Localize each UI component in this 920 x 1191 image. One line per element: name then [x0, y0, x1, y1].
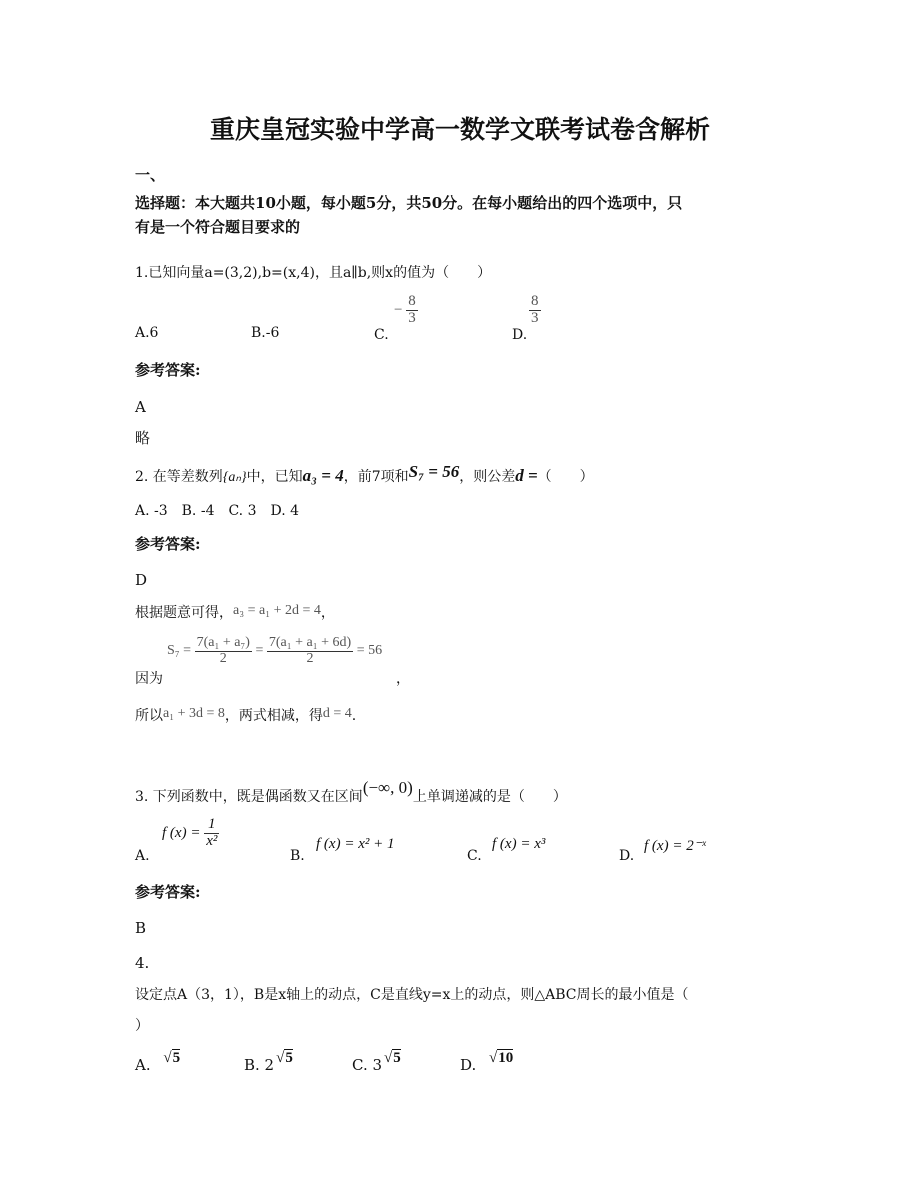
q4-stem-line2: ）	[135, 1018, 149, 1034]
q3-option-a-math	[162, 817, 219, 850]
q4-option-d	[460, 1050, 514, 1075]
q4-option-b-sqrt: √5	[276, 1050, 293, 1066]
q2-sequence: {aₙ}	[222, 470, 247, 485]
q3-answer-heading: 参考答案:	[135, 883, 201, 901]
q2-ask-d: d =	[515, 466, 538, 485]
q1-option-d-fraction	[529, 294, 541, 327]
q1-answer: A	[135, 398, 146, 416]
q3-stem	[135, 778, 567, 806]
q2-solution-line3	[135, 705, 356, 725]
q2-stem-b: 中，已知	[246, 469, 303, 485]
q3-option-d: f (x) = 2⁻ˣ	[644, 838, 706, 854]
q2-sol2-end: ，	[396, 671, 410, 687]
q2-sol2-fraction2	[267, 636, 353, 666]
q1-option-c-fraction	[406, 294, 418, 327]
q2-stem-a: 2. 在等差数列	[135, 469, 223, 485]
q2-sol3-end: .	[351, 708, 357, 724]
q2-given-s7: S₇ = 56	[408, 462, 460, 481]
q2-answer-heading: 参考答案:	[135, 535, 201, 553]
q3-option-c: f (x) = x³	[492, 836, 546, 852]
q4-option-b-label: B. 2	[244, 1056, 275, 1074]
q1-option-d-label: D.	[512, 327, 528, 343]
q2-stem	[135, 462, 594, 486]
q4-option-a	[135, 1050, 181, 1075]
q2-sol3-mid: ，两式相减，得	[224, 708, 323, 724]
page-title: 重庆皇冠实验中学高一数学文联考试卷含解析	[209, 115, 710, 144]
q2-stem-e: （ ）	[537, 469, 594, 485]
q2-solution-line2-text: 因为	[135, 671, 163, 687]
q2-sol1-math: a₃ = a₁ + 2d = 4	[233, 603, 321, 618]
q1-explanation: 略	[135, 429, 151, 447]
q4-option-a-sqrt: √5	[163, 1050, 181, 1066]
q3-option-b-label: B.	[290, 848, 305, 864]
q2-sol3-result: d = 4	[322, 706, 352, 721]
q2-solution-line1	[135, 602, 335, 622]
q2-options: A. -3 B. -4 C. 3 D. 4	[135, 503, 300, 519]
q3-interval: (−∞, 0)	[362, 778, 413, 797]
q1-option-c-sign: −	[394, 301, 403, 318]
q2-sol2-rhs: = 56	[356, 643, 383, 659]
q4-option-d-label: D.	[460, 1056, 477, 1074]
q3-option-b: f (x) = x² + 1	[316, 836, 395, 852]
q3-stem-b: 上单调递减的是（ ）	[412, 789, 567, 805]
q2-sol2-den2: 2	[267, 651, 353, 667]
q1-option-c-numerator: 8	[408, 293, 416, 309]
q1-stem: 1.已知向量a=(3,2),b=(x,4)，且a∥b,则x的值为（ ）	[135, 265, 492, 281]
q4-option-d-sqrt: √10	[489, 1050, 514, 1066]
q1-option-c-denominator: 3	[408, 309, 416, 326]
q3-option-d-label: D.	[619, 848, 635, 864]
q2-sol3-text: 所以	[135, 708, 163, 724]
q1-option-c-label: C.	[374, 327, 389, 343]
q2-given-a3: a₃ = 4	[302, 466, 344, 485]
q4-number: 4.	[135, 954, 150, 972]
q2-solution-line2-math	[167, 636, 382, 666]
q4-option-b-radicand: 5	[285, 1050, 293, 1066]
q2-sol2-num2: 7(a₁ + a₁ + 6d)	[268, 635, 352, 650]
q1-option-d-math	[529, 294, 541, 327]
q1-option-b: B.-6	[251, 325, 280, 341]
q1-option-a: A.6	[135, 325, 159, 341]
q3-stem-a: 3. 下列函数中，既是偶函数又在区间	[135, 789, 363, 805]
q4-option-c-sqrt: √5	[384, 1050, 401, 1066]
q1-option-d-denominator: 3	[531, 309, 539, 326]
section-number: 一、	[135, 166, 166, 184]
q2-sol1-end: ，	[320, 605, 335, 621]
q4-option-a-label: A.	[135, 1056, 151, 1074]
q2-stem-c: ，前7项和	[343, 469, 409, 485]
q2-sol2-den1: 2	[195, 651, 252, 667]
q1-answer-heading: 参考答案:	[135, 361, 201, 379]
q4-option-c	[352, 1050, 401, 1075]
q2-sol2-lhs: S₇ =	[167, 643, 192, 659]
q3-option-c-label: C.	[467, 848, 482, 864]
q2-answer: D	[135, 571, 148, 589]
q4-option-a-radicand: 5	[172, 1050, 181, 1066]
q4-stem-line1: 设定点A（3，1），B是x轴上的动点，C是直线y=x上的动点，则△ABC周长的最小值是（	[135, 987, 689, 1003]
q4-option-c-label: C. 3	[352, 1056, 383, 1074]
q3-option-a-lhs: f (x) =	[162, 824, 201, 841]
q2-sol3-math: a₁ + 3d = 8	[163, 706, 225, 721]
q2-sol2-num1: 7(a₁ + a₇)	[196, 635, 250, 650]
section-instructions-line1: 选择题：本大题共10小题，每小题5分，共50分。在每小题给出的四个选项中，只	[135, 194, 683, 212]
q4-option-b	[244, 1050, 293, 1075]
q2-sol2-fraction1	[195, 636, 252, 666]
q2-sol1-text: 根据题意可得，	[135, 605, 233, 621]
q2-stem-d: ，则公差	[459, 469, 516, 485]
q3-option-a-numerator: 1	[208, 816, 216, 832]
q4-option-d-radicand: 10	[498, 1050, 514, 1066]
q3-answer: B	[135, 919, 147, 937]
q3-option-a-fraction	[204, 817, 219, 850]
q3-option-a-denominator: x²	[206, 832, 218, 849]
q3-option-a-label: A.	[135, 848, 150, 864]
section-instructions-line2: 有是一个符合题目要求的	[135, 218, 301, 236]
q2-sol2-eq: =	[255, 643, 264, 659]
q1-option-c-math	[394, 294, 418, 327]
q4-option-c-radicand: 5	[393, 1050, 401, 1066]
q1-option-d-numerator: 8	[531, 293, 539, 309]
